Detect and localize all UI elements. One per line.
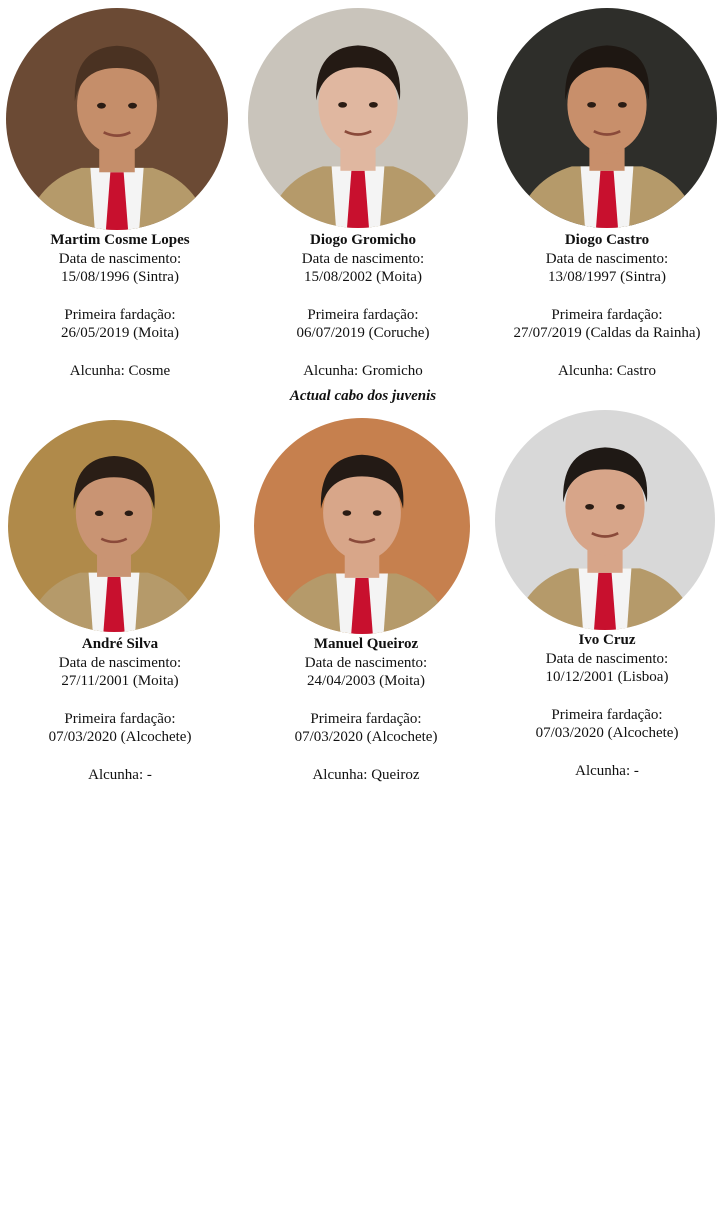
cabo-caption: Actual cabo dos juvenis bbox=[289, 388, 437, 404]
member-card-manuel bbox=[250, 635, 482, 784]
member-name: Martim Cosme Lopes bbox=[50, 232, 190, 248]
member-card-andre bbox=[5, 635, 235, 784]
fardacao-label: Primeira fardação: bbox=[64, 710, 176, 727]
portrait-photo-martim bbox=[6, 8, 228, 230]
fardacao-value: 07/03/2020 (Alcochete) bbox=[294, 729, 438, 745]
nickname: Alcunha: - bbox=[88, 766, 152, 783]
portrait-photo-ivo bbox=[495, 410, 715, 630]
birth-label: Data de nascimento: bbox=[58, 250, 182, 267]
portrait-illustration bbox=[497, 8, 717, 228]
nickname: Alcunha: Cosme bbox=[69, 362, 171, 379]
nickname: Alcunha: Queiroz bbox=[312, 766, 420, 783]
fardacao-label: Primeira fardação: bbox=[551, 706, 663, 723]
birth-value: 13/08/1997 (Sintra) bbox=[548, 269, 666, 285]
member-card-martim bbox=[5, 231, 235, 380]
birth-value: 15/08/2002 (Moita) bbox=[304, 269, 422, 285]
birth-label: Data de nascimento: bbox=[545, 250, 669, 267]
member-name: Diogo Castro bbox=[564, 232, 650, 248]
portrait-photo-diogo-castro bbox=[497, 8, 717, 228]
portrait-photo-manuel bbox=[254, 418, 470, 634]
fardacao-value: 06/07/2019 (Coruche) bbox=[296, 325, 430, 341]
member-card-diogo-gromicho bbox=[248, 231, 478, 380]
birth-label: Data de nascimento: bbox=[304, 654, 428, 671]
birth-label: Data de nascimento: bbox=[301, 250, 425, 267]
portrait-illustration bbox=[8, 420, 220, 632]
portrait-illustration bbox=[495, 410, 715, 630]
birth-value: 27/11/2001 (Moita) bbox=[61, 673, 179, 689]
nickname: Alcunha: Gromicho bbox=[303, 362, 423, 379]
birth-value: 15/08/1996 (Sintra) bbox=[61, 269, 179, 285]
member-name: Ivo Cruz bbox=[578, 632, 636, 648]
member-name: Manuel Queiroz bbox=[313, 636, 419, 652]
birth-label: Data de nascimento: bbox=[545, 650, 669, 667]
member-name: André Silva bbox=[81, 636, 159, 652]
member-name: Diogo Gromicho bbox=[310, 232, 416, 248]
fardacao-label: Primeira fardação: bbox=[307, 306, 419, 323]
fardacao-label: Primeira fardação: bbox=[310, 710, 422, 727]
portrait-photo-andre bbox=[8, 420, 220, 632]
fardacao-value: 07/03/2020 (Alcochete) bbox=[48, 729, 192, 745]
nickname: Alcunha: - bbox=[575, 762, 639, 779]
fardacao-value: 26/05/2019 (Moita) bbox=[61, 325, 179, 341]
fardacao-value: 07/03/2020 (Alcochete) bbox=[535, 725, 679, 741]
member-card-ivo bbox=[491, 631, 723, 780]
nickname: Alcunha: Castro bbox=[558, 362, 656, 379]
birth-label: Data de nascimento: bbox=[58, 654, 182, 671]
member-card-diogo-castro bbox=[491, 231, 723, 380]
portrait-illustration bbox=[248, 8, 468, 228]
fardacao-label: Primeira fardação: bbox=[64, 306, 176, 323]
portrait-illustration bbox=[6, 8, 228, 230]
fardacao-value: 27/07/2019 (Caldas da Rainha) bbox=[513, 325, 701, 341]
birth-value: 10/12/2001 (Lisboa) bbox=[545, 669, 669, 685]
portrait-photo-diogo-gromicho bbox=[248, 8, 468, 228]
fardacao-label: Primeira fardação: bbox=[551, 306, 663, 323]
birth-value: 24/04/2003 (Moita) bbox=[307, 673, 425, 689]
portrait-illustration bbox=[254, 418, 470, 634]
